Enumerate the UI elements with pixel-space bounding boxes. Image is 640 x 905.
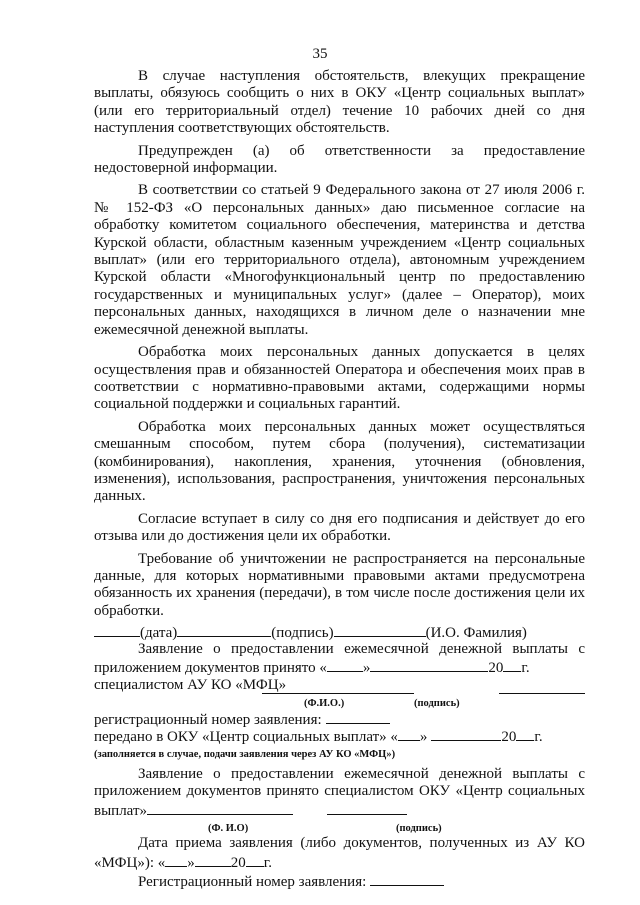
oku-month-blank[interactable] bbox=[195, 853, 231, 867]
mfc-transfer-line: передано в ОКУ «Центр социальных выплат» « » 20 г. bbox=[94, 729, 543, 746]
mfc-fio-label: (Ф.И.О.) bbox=[304, 697, 345, 709]
mfc-sign-label: (подпись) bbox=[414, 697, 460, 709]
transfer-month-blank[interactable] bbox=[431, 727, 501, 741]
signature-line bbox=[94, 623, 585, 640]
date-label: (дата) bbox=[140, 625, 178, 642]
document-body bbox=[94, 68, 585, 889]
oku-date-line: Дата приема заявления (либо документов, полученных из АУ КО «МФЦ»): « » 20 г. bbox=[94, 835, 585, 871]
oku-fio-blank[interactable] bbox=[147, 801, 293, 815]
oku-reg-number-blank[interactable] bbox=[370, 872, 444, 886]
oku-year-blank[interactable] bbox=[246, 853, 264, 867]
mfc-specialist-line: специалистом АУ КО «МФЦ» bbox=[94, 677, 585, 694]
mfc-specialist-captions bbox=[94, 695, 585, 710]
transfer-year-blank[interactable] bbox=[516, 727, 534, 741]
oku-sign-blank[interactable] bbox=[327, 801, 407, 815]
mfc-day-blank[interactable] bbox=[327, 658, 363, 672]
oku-statement-text: Заявление о предоставлении ежемесячной денежной выплаты с приложением документов принято специалистом ОКУ «Центр социальных выплат» bbox=[94, 765, 585, 819]
mfc-fio-blank[interactable] bbox=[262, 680, 414, 694]
paragraph-destruction: Требование об уничтожении не распространяется на персональные данные, для которых нормативными правовыми актами предусмотрена обязанность их хранения (передачи), в том числе после достижения цели их обработки. bbox=[94, 550, 585, 619]
paragraph-processing-method: Обработка моих персональных данных может осуществляться смешанным способом, путем сбора (получения), систематизации (комбинирования), накопления, хранения, уточнения (обновления, изменения), использования, распространения, уничтожения персональных данных. bbox=[94, 418, 585, 505]
mfc-sign-blank[interactable] bbox=[499, 680, 585, 694]
sign-label: (подпись) bbox=[271, 625, 334, 642]
transfer-day-blank[interactable] bbox=[398, 727, 420, 741]
oku-sign-label: (подпись) bbox=[396, 823, 442, 835]
sign-blank[interactable] bbox=[177, 623, 271, 637]
mfc-reg-number-blank[interactable] bbox=[326, 710, 390, 724]
page-number: 35 bbox=[312, 46, 328, 62]
name-label: (И.О. Фамилия) bbox=[425, 625, 527, 642]
name-blank[interactable] bbox=[334, 623, 426, 637]
oku-fio-label: (Ф. И.О) bbox=[208, 823, 249, 835]
mfc-note: (заполняется в случае, подачи заявления через АУ КО «МФЦ») bbox=[94, 748, 396, 760]
paragraph-consent: В соответствии со статьей 9 Федерального закона от 27 июля 2006 г. № 152-ФЗ «О персональных данных» даю письменное согласие на обработку комитетом социального обеспечения, материнства и детства Курской области, областным казенным учреждением «Центр социальных выплат» (или его территориального отдела), автономным учреждением Курской области «Многофункциональный центр по предоставлению государственных и муниципальных услуг» (далее – Оператор), моих персональных данных, находящихся в личном деле о назначении мне ежемесячной денежной выплаты. bbox=[94, 182, 585, 338]
paragraph-processing-purpose: Обработка моих персональных данных допускается в целях осуществления прав и обязанностей Оператора и обеспечения моих прав в соответствии с нормативно-правовыми актами, содержащими нормы социальной поддержки и социальных гарантий. bbox=[94, 344, 585, 413]
mfc-month-blank[interactable] bbox=[370, 658, 488, 672]
oku-captions bbox=[94, 820, 585, 835]
mfc-reg-number-line: регистрационный номер заявления: bbox=[94, 710, 585, 727]
mfc-year-blank[interactable] bbox=[503, 658, 521, 672]
oku-reg-number-line: Регистрационный номер заявления: bbox=[94, 872, 585, 889]
mfc-statement-text: Заявление о предоставлении ежемесячной денежной выплаты с приложением документов принято « » 20 г. bbox=[94, 640, 585, 676]
paragraph-consent-validity: Согласие вступает в силу со дня его подписания и действует до его отзыва или до достижения цели их обработки. bbox=[94, 510, 585, 545]
paragraph-warning: Предупрежден (а) об ответственности за предоставление недостоверной информации. bbox=[94, 142, 585, 177]
oku-day-blank[interactable] bbox=[165, 853, 187, 867]
date-blank[interactable] bbox=[94, 623, 140, 637]
paragraph-notify: В случае наступления обстоятельств, влекущих прекращение выплаты, обязуюсь сообщить о них в ОКУ «Центр социальных выплат» (или его территориальный отдел) течение 10 рабочих дней со дня наступления соответствующих обстоятельств. bbox=[94, 68, 585, 137]
